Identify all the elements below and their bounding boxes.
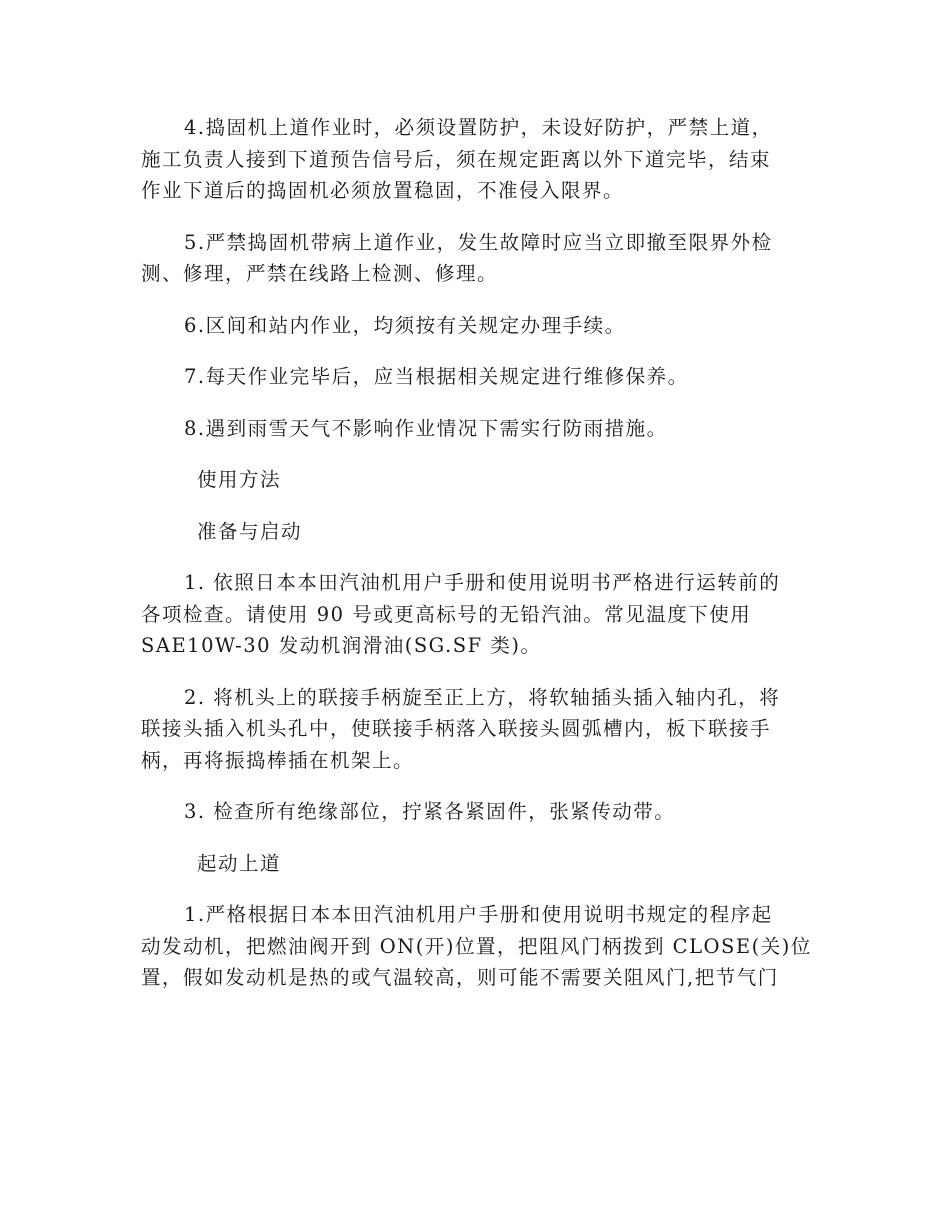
paragraph-rule-7 (141, 361, 806, 393)
paragraph-rule-4 (141, 112, 806, 207)
text-line: 柄，再将振捣棒插在机架上。 (141, 748, 415, 772)
paragraph-rule-6 (141, 310, 806, 342)
text-line: 5.严禁捣固机带病上道作业，发生故障时应当立即撤至限界外检 (184, 230, 773, 254)
text-line: 1.严格根据日本本田汽油机用户手册和使用说明书规定的程序起 (184, 903, 773, 926)
text-line: 置，假如发动机是热的或气温较高，则可能不需要关阻风门,把节气门 (141, 966, 779, 989)
text-line: 2. 将机头上的联接手柄旋至正上方，将软轴插头插入轴内孔，将 (184, 685, 781, 709)
text-line: 施工负责人接到下道预告信号后，须在规定距离以外下道完毕，结束 (141, 147, 772, 171)
text-line: 3. 检查所有绝缘部位，拧紧各紧固件，张紧传动带。 (184, 800, 676, 823)
text-line: 动发动机，把燃油阀开到 ON(开)位置，把阻风门柄拨到 CLOSE(关)位 (141, 934, 812, 958)
text-line: 联接头插入机头孔中，使联接手柄落入联接头圆弧槽内，板下联接手 (141, 717, 772, 740)
text-line: 8.遇到雨雪天气不影响作业情况下需实行防雨措施。 (184, 416, 668, 440)
text-line: 作业下道后的捣固机必须放置稳固，不准侵入限界。 (141, 179, 625, 202)
paragraph-rule-8 (141, 413, 806, 445)
heading-usage: 使用方法 (197, 468, 282, 491)
text-line: 7.每天作业完毕后，应当根据相关规定进行维修保养。 (184, 365, 689, 388)
text-line: 6.区间和站内作业，均须按有关规定办理手续。 (184, 313, 626, 337)
paragraph-prep-3 (141, 796, 806, 828)
heading-prepare: 准备与启动 (197, 519, 303, 543)
paragraph-prep-1 (141, 567, 806, 662)
document-page (141, 112, 812, 1014)
paragraph-rule-5 (141, 227, 806, 290)
paragraph-start-1 (141, 899, 812, 994)
text-line: 4.捣固机上道作业时，必须设置防护，未设好防护，严禁上道， (184, 116, 773, 139)
text-line: 测、修理，严禁在线路上检测、修理。 (141, 262, 499, 285)
text-line: 各项检查。请使用 90 号或更高标号的无铅汽油。常见温度下使用 (141, 602, 752, 626)
text-line: 1. 依照日本本田汽油机用户手册和使用说明书严格进行运转前的 (184, 571, 781, 594)
paragraph-prep-2 (141, 682, 806, 777)
text-line: SAE10W-30 发动机润滑油(SG.SF 类)。 (141, 634, 542, 657)
heading-start: 起动上道 (197, 851, 282, 875)
